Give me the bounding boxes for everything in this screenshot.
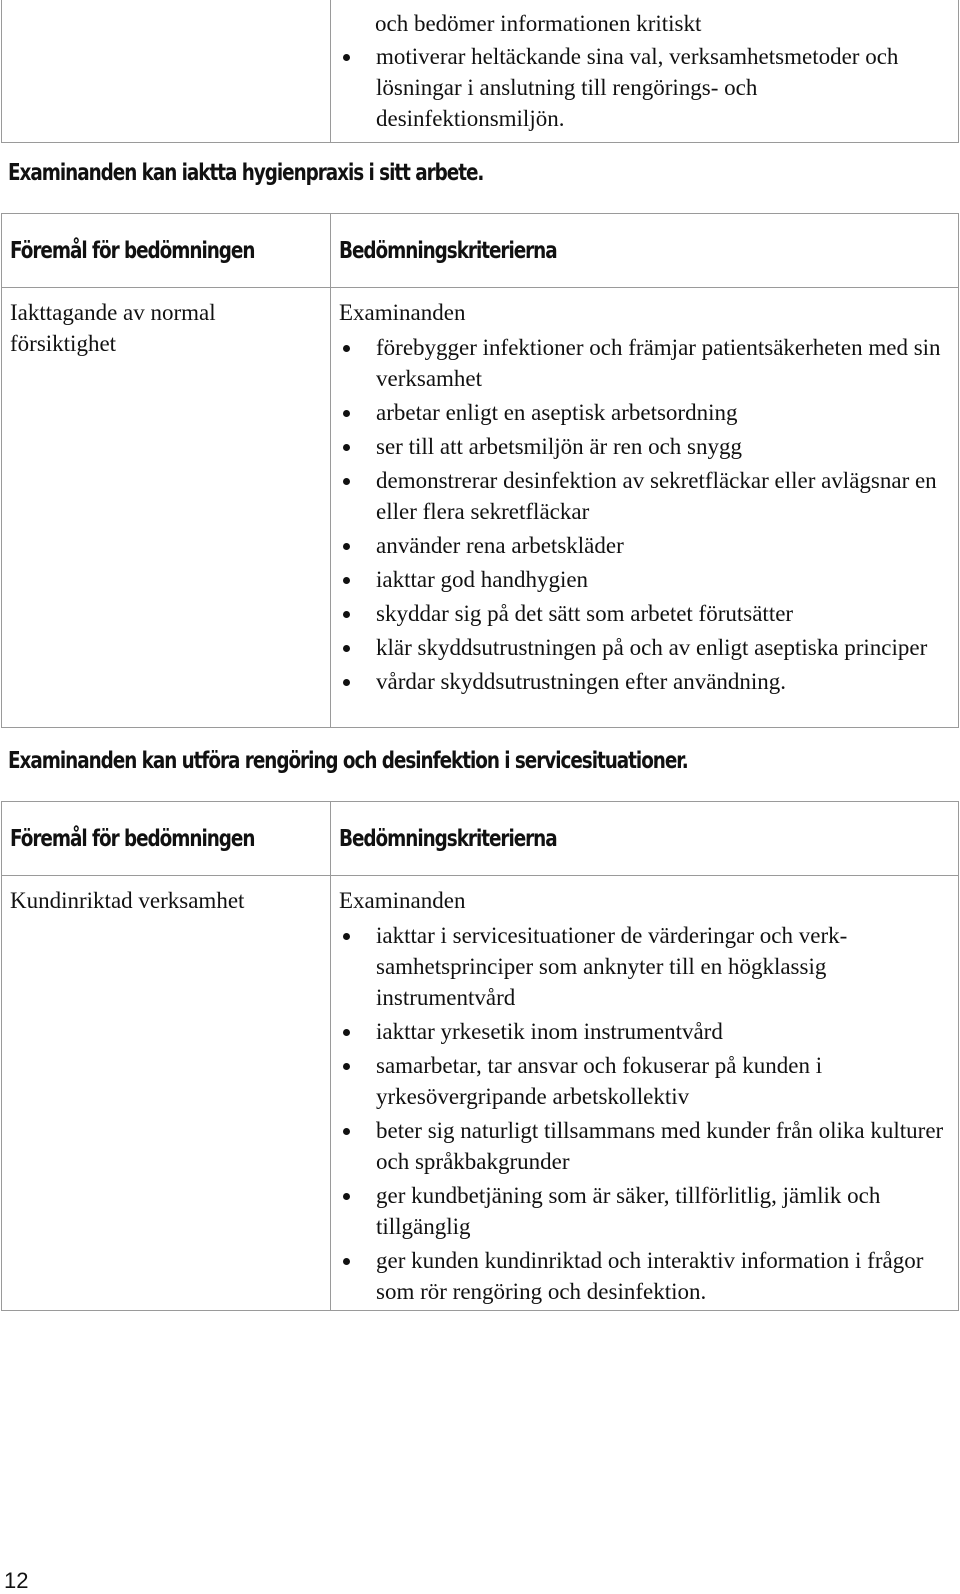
continued-text: och bedömer informationen kritiskt bbox=[375, 11, 702, 36]
list-item: förebygger infektioner och främjar patientsäkerheten med sin verksamhet bbox=[331, 332, 958, 394]
page-number: 12 bbox=[4, 1568, 29, 1593]
column-header-object bbox=[2, 802, 331, 876]
list-item: iakttar i servicesituationer de värderingar och verk-samhetsprinciper som anknyter till en högklassig instrumentvård bbox=[331, 920, 958, 1013]
column-header-object-text: Föremål för bedömningen bbox=[10, 238, 255, 264]
hygiene-criteria-table bbox=[1, 213, 959, 728]
column-header-criteria bbox=[331, 802, 959, 876]
continued-criteria-cell bbox=[331, 0, 959, 143]
column-header-criteria-text: Bedömningskriterierna bbox=[339, 826, 557, 852]
list-item: ger kundbetjäning som är säker, tillförlitlig, jämlik och tillgänglig bbox=[331, 1180, 958, 1242]
column-header-criteria bbox=[331, 214, 959, 288]
section-heading-service bbox=[8, 748, 858, 774]
assessment-object: Iakttagande av normal försiktighet bbox=[10, 300, 216, 356]
object-cell bbox=[2, 876, 331, 1311]
empty-object-cell bbox=[2, 0, 331, 143]
list-item: iakttar god handhygien bbox=[331, 564, 958, 595]
criteria-cell bbox=[331, 288, 959, 728]
section-heading-text: Examinanden kan utföra rengöring och desinfektion i servicesituationer. bbox=[8, 748, 688, 774]
list-item: använder rena arbetskläder bbox=[331, 530, 958, 561]
criteria-cell bbox=[331, 876, 959, 1311]
continued-criteria-table bbox=[1, 0, 959, 143]
list-item: arbetar enligt en aseptisk arbetsordning bbox=[331, 397, 958, 428]
object-cell bbox=[2, 288, 331, 728]
criteria-lead: Examinanden bbox=[339, 300, 466, 325]
list-item: iakttar yrkesetik inom instrumentvård bbox=[331, 1016, 958, 1047]
criteria-lead: Examinanden bbox=[339, 888, 466, 913]
list-item: ser till att arbetsmiljön är ren och snygg bbox=[331, 431, 958, 462]
list-item: skyddar sig på det sätt som arbetet förutsätter bbox=[331, 598, 958, 629]
list-item: beter sig naturligt tillsammans med kunder från olika kulturer och språkbakgrunder bbox=[331, 1115, 958, 1177]
continued-criteria-list bbox=[331, 41, 958, 134]
list-item: motiverar heltäckande sina val, verksamhetsmetoder och lösningar i anslutning till rengörings- och desinfektionsmiljön. bbox=[331, 41, 958, 134]
list-item: demonstrerar desinfektion av sekretfläckar eller avlägsnar en eller flera sekretfläckar bbox=[331, 465, 958, 527]
list-item: vårdar skyddsutrustningen efter användning. bbox=[331, 666, 958, 697]
column-header-criteria-text: Bedömningskriterierna bbox=[339, 238, 557, 264]
list-item: klär skyddsutrustningen på och av enligt aseptiska principer bbox=[331, 632, 958, 663]
section-heading-text: Examinanden kan iaktta hygienpraxis i sitt arbete. bbox=[8, 160, 484, 186]
column-header-object-text: Föremål för bedömningen bbox=[10, 826, 255, 852]
criteria-list bbox=[331, 332, 958, 697]
list-item: ger kunden kundinriktad och interaktiv information i frågor som rör rengöring och desinfektion. bbox=[331, 1245, 958, 1307]
criteria-list bbox=[331, 920, 958, 1307]
section-heading-hygiene bbox=[8, 160, 602, 186]
list-item: samarbetar, tar ansvar och fokuserar på kunden i yrkesövergripande arbetskollektiv bbox=[331, 1050, 958, 1112]
service-criteria-table bbox=[1, 801, 959, 1311]
column-header-object bbox=[2, 214, 331, 288]
assessment-object: Kundinriktad verksamhet bbox=[10, 888, 245, 913]
